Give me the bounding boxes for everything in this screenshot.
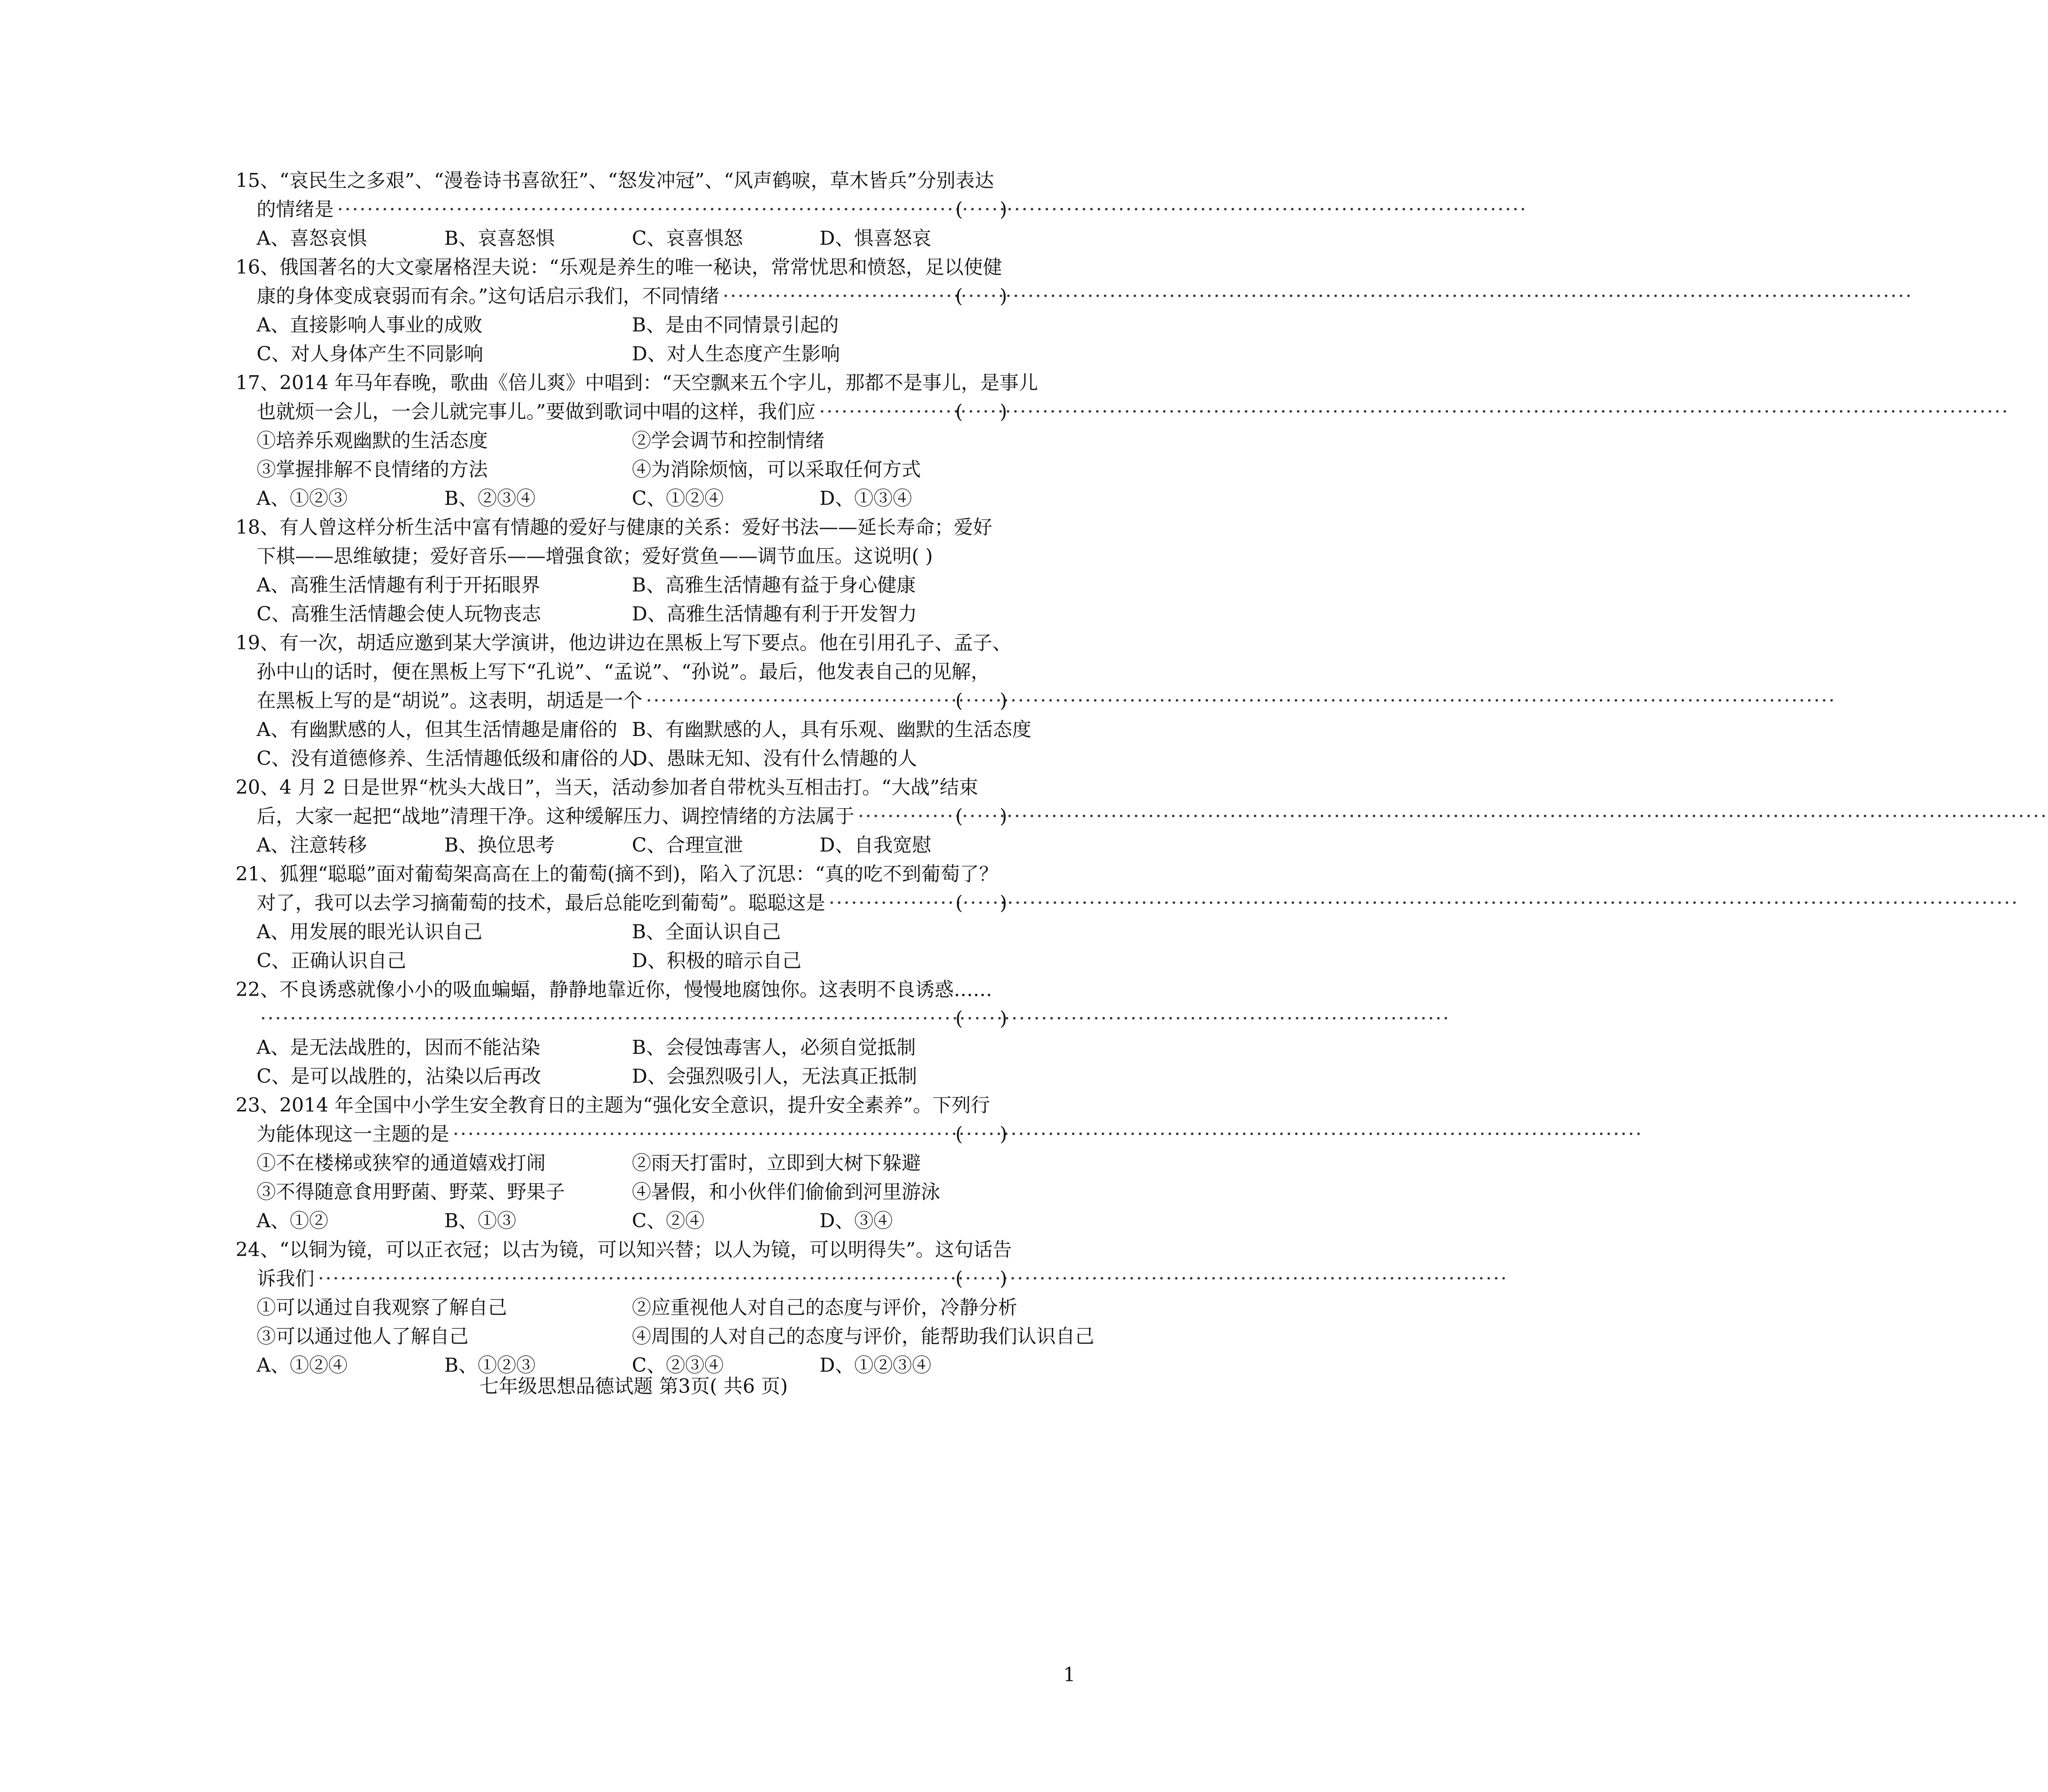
- question-line: [236, 1236, 1012, 1264]
- leader-dots: [334, 195, 954, 224]
- option-4: D、自我宽慰: [819, 834, 931, 856]
- question-line: [236, 398, 1007, 426]
- option-row: [236, 484, 1007, 513]
- option-1: C、对人身体产生不同影响: [257, 343, 483, 365]
- option-row: [236, 1293, 1017, 1322]
- option-1: A、①②: [257, 1210, 328, 1232]
- leader-dots: [642, 687, 954, 715]
- option-row: [236, 1178, 1007, 1207]
- option-4: D、①③④: [819, 487, 912, 510]
- question-item: [236, 253, 1007, 369]
- question-text: 20、4 月 2 日是世界“枕头大战日”，当天，活动参加者自带枕头互相击打。“大战”结束: [236, 776, 978, 799]
- option-3: C、哀喜惧怒: [632, 227, 743, 250]
- question-line: [236, 253, 1007, 282]
- option-2: B、换位思考: [444, 834, 555, 856]
- option-row: [236, 426, 1007, 455]
- question-text: 19、有一次，胡适应邀到某大学演讲，他边讲边在黑板上写下要点。他在引用孔子、孟子、: [236, 632, 1012, 654]
- option-row: [236, 1033, 1007, 1062]
- option-1: A、①②④: [257, 1354, 348, 1377]
- leader-dots: [449, 1120, 954, 1149]
- option-4: D、③④: [819, 1210, 893, 1232]
- question-text: 孙中山的话时，便在黑板上写下“孔说”、“孟说”、“孙说”。最后，他发表自己的见解，: [257, 661, 990, 683]
- option-row: [236, 831, 1007, 860]
- question-text: 的情绪是: [257, 198, 334, 221]
- question-text: 对了，我可以去学习摘葡萄的技术，最后总能吃到葡萄”。聪聪这是: [257, 892, 825, 914]
- option-2: D、对人生态度产生影响: [632, 343, 840, 365]
- question-text: 18、有人曾这样分析生活中富有情趣的爱好与健康的关系：爱好书法——延长寿命；爱好: [236, 516, 992, 539]
- option-2: ②雨天打雷时，立即到大树下躲避: [632, 1152, 921, 1174]
- question-item: [236, 1236, 1094, 1380]
- option-1: A、用发展的眼光认识自己: [257, 921, 483, 943]
- option-2: D、积极的暗示自己: [632, 950, 802, 972]
- page-number: 1: [1063, 1664, 1075, 1686]
- option-3: C、②④: [632, 1210, 705, 1232]
- question-line: [236, 658, 1007, 687]
- option-1: ①不在楼梯或狭窄的通道嬉戏打闹: [257, 1152, 546, 1174]
- question-item: [236, 1091, 1007, 1236]
- option-3: C、②③④: [632, 1354, 724, 1377]
- question-line: [236, 802, 1007, 831]
- question-line: [236, 282, 1007, 311]
- option-row: [236, 715, 1032, 744]
- option-4: D、①②③④: [819, 1354, 931, 1377]
- question-line: [236, 1091, 1007, 1120]
- question-line: [236, 889, 1007, 918]
- question-item: [236, 369, 1038, 513]
- option-row: [236, 340, 1007, 369]
- question-line: [236, 1264, 1007, 1293]
- option-2: ②应重视他人对自己的态度与评价，冷静分析: [632, 1296, 1017, 1319]
- question-item: [236, 773, 1007, 860]
- option-row: [236, 1062, 1007, 1091]
- option-2: B、会侵蚀毒害人，必须自觉抵制: [632, 1036, 916, 1059]
- leader-dots: [816, 398, 954, 426]
- option-row: [236, 571, 1007, 600]
- option-1: A、高雅生活情趣有利于开拓眼界: [257, 574, 540, 596]
- question-line: [236, 773, 1007, 802]
- page-footer: 七年级思想品德试题 第3页( 共6 页): [479, 1375, 788, 1398]
- question-line: [236, 860, 1007, 889]
- question-item: [236, 975, 1007, 1091]
- option-2: ④周围的人对自己的态度与评价，能帮助我们认识自己: [632, 1325, 1094, 1348]
- answer-bracket: ( ): [955, 690, 1007, 712]
- option-1: C、正确认识自己: [257, 950, 406, 972]
- question-list: [236, 166, 1094, 1380]
- option-2: D、会强烈吸引人，无法真正抵制: [632, 1065, 917, 1088]
- option-1: C、高雅生活情趣会使人玩物丧志: [257, 603, 541, 625]
- option-1: A、是无法战胜的，因而不能沾染: [257, 1036, 540, 1059]
- question-text: 诉我们: [257, 1267, 314, 1290]
- option-2: B、全面认识自己: [632, 921, 781, 943]
- question-line: [236, 687, 1007, 715]
- question-line: [236, 166, 1007, 195]
- question-text: 也就烦一会儿，一会儿就完事儿。”要做到歌词中唱的这样，我们应: [257, 401, 816, 423]
- option-2: ④为消除烦恼，可以采取任何方式: [632, 458, 921, 481]
- option-1: A、喜怒哀惧: [257, 227, 367, 250]
- leader-dots: [854, 802, 954, 831]
- option-2: B、哀喜怒惧: [444, 227, 555, 250]
- question-line: [236, 195, 1007, 224]
- option-2: B、①②③: [444, 1354, 536, 1377]
- question-text: 为能体现这一主题的是: [257, 1123, 449, 1145]
- question-line: [236, 975, 1007, 1004]
- option-row: [236, 1149, 1007, 1178]
- option-row: [236, 918, 1007, 947]
- question-line: [236, 369, 1038, 398]
- question-text: 康的身体变成衰弱而有余。”这句话启示我们，不同情绪: [257, 285, 719, 307]
- option-2: B、有幽默感的人，具有乐观、幽默的生活态度: [632, 718, 1032, 741]
- leader-dots: [257, 1004, 954, 1033]
- option-4: D、惧喜怒哀: [819, 227, 931, 250]
- answer-bracket: ( ): [955, 401, 1007, 423]
- leader-dots: [314, 1264, 954, 1293]
- option-2: B、②③④: [444, 487, 536, 510]
- option-3: C、合理宣泄: [632, 834, 743, 856]
- option-1: A、①②③: [257, 487, 348, 510]
- answer-bracket: ( ): [955, 892, 1007, 914]
- question-text: 16、俄国著名的大文豪屠格涅夫说：“乐观是养生的唯一秘诀，常常忧思和愤怒，足以使健: [236, 256, 1002, 278]
- answer-bracket: ( ): [955, 1123, 1007, 1145]
- option-row: [236, 947, 1007, 975]
- option-2: ④暑假，和小伙伴们偷偷到河里游泳: [632, 1181, 940, 1203]
- option-row: [236, 1322, 1094, 1351]
- question-text: 在黑板上写的是“胡说”。这表明，胡适是一个: [257, 690, 642, 712]
- question-text: 15、“哀民生之多艰”、“漫卷诗书喜欲狂”、“怒发冲冠”、“风声鹤唳，草木皆兵”分别表达: [236, 169, 994, 192]
- option-1: ①培养乐观幽默的生活态度: [257, 430, 488, 452]
- question-text: 24、“以铜为镜，可以正衣冠；以古为镜，可以知兴替；以人为镜，可以明得失”。这句话告: [236, 1239, 1012, 1261]
- answer-bracket: ( ): [955, 1007, 1007, 1030]
- option-2: B、①③: [444, 1210, 516, 1232]
- option-1: ③不得随意食用野菌、野菜、野果子: [257, 1181, 565, 1203]
- question-line: [236, 1004, 1007, 1033]
- question-line: [236, 513, 1007, 542]
- question-text: 21、狐狸“聪聪”面对葡萄架高高在上的葡萄(摘不到)，陷入了沉思：“真的吃不到葡萄了？: [236, 863, 998, 885]
- question-text: 后，大家一起把“战地”清理干净。这种缓解压力、调控情绪的方法属于: [257, 805, 854, 827]
- answer-bracket: ( ): [955, 285, 1007, 307]
- question-text: 22、不良诱惑就像小小的吸血蝙蝠，静静地靠近你，慢慢地腐蚀你。这表明不良诱惑……: [236, 979, 992, 1001]
- option-2: B、高雅生活情趣有益于身心健康: [632, 574, 916, 596]
- option-row: [236, 455, 1007, 484]
- answer-bracket: ( ): [955, 1267, 1007, 1290]
- question-item: [236, 166, 1007, 253]
- option-2: D、愚昧无知、没有什么情趣的人: [632, 747, 917, 770]
- option-row: [236, 311, 1007, 340]
- leader-dots: [825, 889, 954, 918]
- option-1: A、直接影响人事业的成败: [257, 314, 483, 336]
- option-row: [236, 224, 1007, 253]
- option-2: D、高雅生活情趣有利于开发智力: [632, 603, 917, 625]
- option-1: A、注意转移: [257, 834, 367, 856]
- question-item: [236, 629, 1032, 773]
- leader-dots: [719, 282, 954, 311]
- question-line: [236, 1120, 1007, 1149]
- answer-bracket: ( ): [955, 198, 1007, 221]
- option-row: [236, 744, 1007, 773]
- question-line: [236, 542, 1007, 571]
- option-3: C、①②④: [632, 487, 724, 510]
- option-row: [236, 1207, 1007, 1236]
- option-1: C、没有道德修养、生活情趣低级和庸俗的人: [257, 747, 638, 770]
- question-text: 23、2014 年全国中小学生安全教育日的主题为“强化安全意识，提升安全素养”。下列行: [236, 1094, 990, 1116]
- question-text: 17、2014 年马年春晚，歌曲《倍儿爽》中唱到：“天空飘来五个字儿，那都不是事儿，是事儿: [236, 372, 1038, 394]
- question-text: 下棋——思维敏捷；爱好音乐——增强食欲；爱好赏鱼——调节血压。这说明( ): [257, 545, 933, 567]
- option-1: ①可以通过自我观察了解自己: [257, 1296, 507, 1319]
- question-line: [236, 629, 1012, 658]
- option-1: ③掌握排解不良情绪的方法: [257, 458, 488, 481]
- option-2: B、是由不同情景引起的: [632, 314, 839, 336]
- question-item: [236, 860, 1007, 975]
- question-item: [236, 513, 1007, 629]
- option-1: ③可以通过他人了解自己: [257, 1325, 469, 1348]
- option-1: A、有幽默感的人，但其生活情趣是庸俗的: [257, 718, 617, 741]
- option-1: C、是可以战胜的，沾染以后再改: [257, 1065, 541, 1088]
- answer-bracket: ( ): [955, 805, 1007, 827]
- option-2: ②学会调节和控制情绪: [632, 430, 825, 452]
- option-row: [236, 600, 1007, 629]
